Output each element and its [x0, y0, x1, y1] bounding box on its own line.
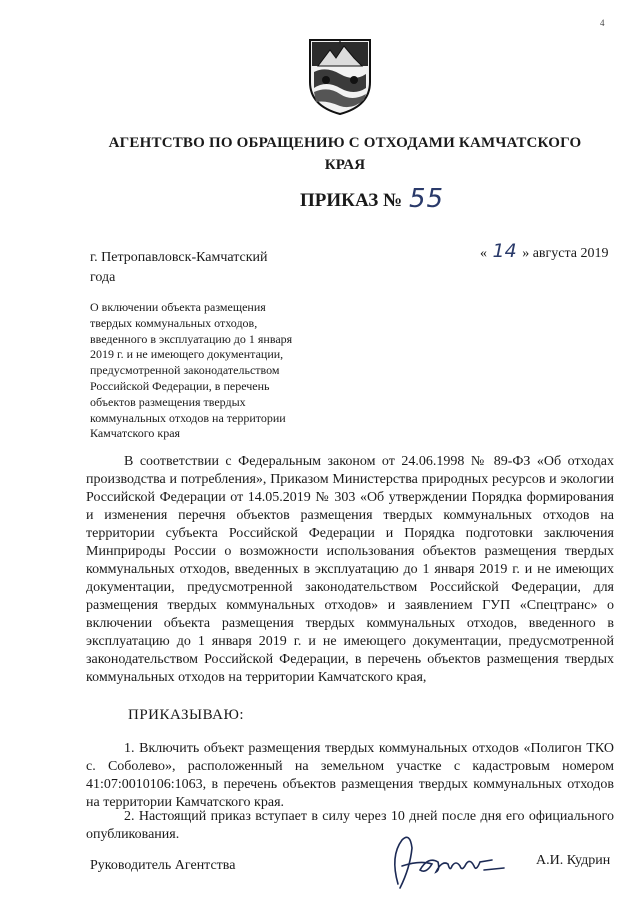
kamchatka-coat-of-arms-icon — [304, 36, 376, 116]
page-corner-mark: 4 — [600, 18, 605, 28]
city-name: г. Петропавловск-Камчатский — [90, 250, 268, 265]
date-day-handwritten: 14 — [492, 240, 517, 262]
order-number-handwritten: 55 — [409, 184, 445, 214]
subject-line: предусмотренной законодательством — [90, 363, 280, 378]
subject-line: коммунальных отходов на территории — [90, 410, 286, 425]
subject-line: введенного в эксплуатацию до 1 января — [90, 331, 293, 346]
subject-line: О включении объекта размещения — [90, 300, 266, 314]
subject-line: Российской Федерации, в перечень — [90, 378, 270, 393]
order-heading: ПРИКАЗ № — [300, 190, 403, 211]
signer-position: Руководитель Агентства — [90, 858, 236, 873]
agency-title — [60, 132, 630, 176]
subject-line: Камчатского края — [90, 426, 181, 441]
subject-line: твердых коммунальных отходов, — [90, 315, 258, 330]
subject-line: объектов размещения твердых — [90, 394, 246, 409]
order-item-2: 2. Настоящий приказ вступает в силу через 10 дней после дня его официального опубликования. — [86, 809, 614, 842]
signer-name: А.И. Кудрин — [536, 853, 611, 868]
place-of-issue — [90, 248, 290, 288]
date-open-quote: « — [480, 246, 487, 261]
agency-title-line-2: КРАЯ — [324, 157, 366, 173]
date-month-year: » августа 2019 — [522, 246, 609, 261]
order-date — [480, 240, 608, 262]
handwritten-signature-icon — [380, 826, 510, 896]
order-item-1: 1. Включить объект размещения твердых коммунальных отходов «Полигон ТКО с. Соболево», расположенный на земельном участке с кадастровым номером 41:07:0010106:1063, в перечень объектов размещения твердых коммунальных отходов на территории Камчатского края. — [86, 741, 614, 810]
subject-line: 2019 г. и не имеющего документации, — [90, 347, 284, 362]
city-line-2: года — [90, 270, 116, 285]
order-subject — [90, 300, 310, 442]
orders-heading: ПРИКАЗЫВАЮ: — [128, 707, 245, 723]
agency-title-line-1: АГЕНТСТВО ПО ОБРАЩЕНИЮ С ОТХОДАМИ КАМЧАТСКОГО — [108, 135, 582, 151]
preamble-paragraph: В соответствии с Федеральным законом от 24.06.1998 № 89-ФЗ «Об отходах производства и потребления», Приказом Министерства природных ресурсов и экологии Российской Федерации от 14.05.2019 № 303 «Об утверждении Порядка формирования и изменения перечня объектов размещения твердых коммунальных отходов на территории субъекта Российской Федерации и Порядка подготовки заключения Минприроды России о возможности использования объектов размещения твердых коммунальных отходов, введенных в эксплуатацию до 1 января 2019 г. и не имеющих документации, предусмотренной законодательством Российской Федерации, для размещения твердых коммунальных отходов» и заявлением ГУП «Спецтранс» о включении объекта размещения твердых коммунальных отходов, введенного в эксплуатацию до 1 января 2019 г. и не имеющего документации, предусмотренной законодательством Российской Федерации, в перечень объектов размещения твердых коммунальных отходов на территории Камчатского края, — [86, 454, 614, 685]
